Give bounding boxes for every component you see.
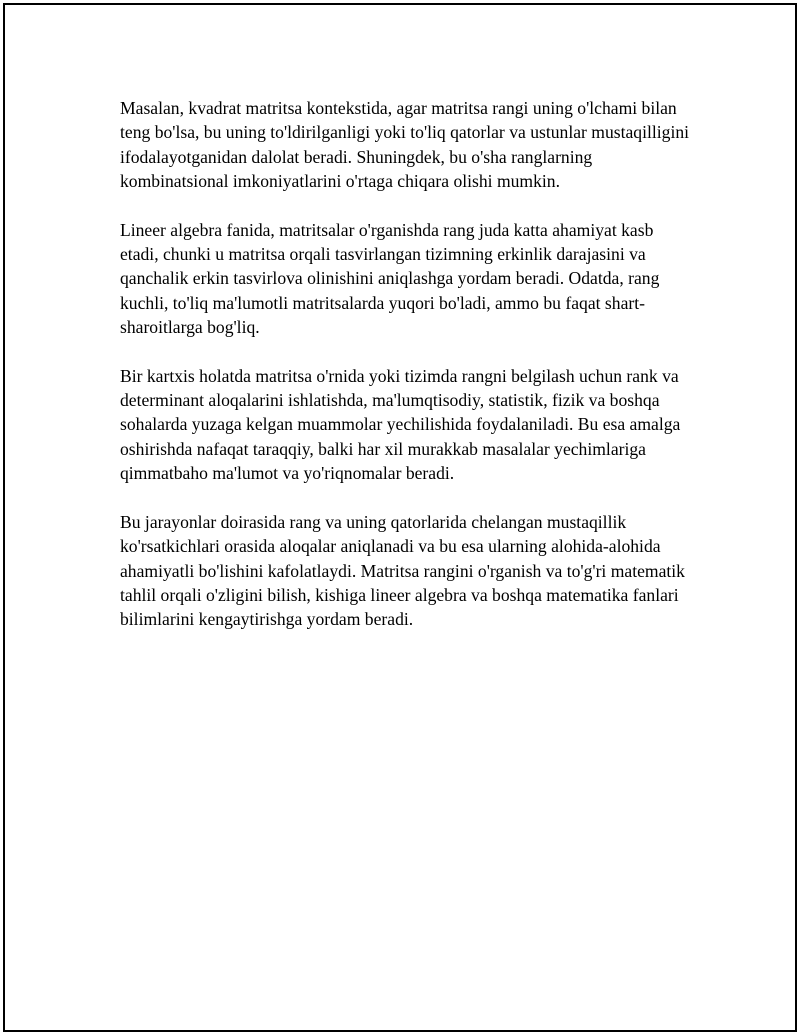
paragraph-3: Bir kartxis holatda matritsa o'rnida yoki tizimda rangni belgilash uchun rank va determinant aloqalarini ishlatishda, ma'lumqtisodiy, statistik, fizik va boshqa sohalarda yuzaga kelgan muammolar yechilishida foydalaniladi. Bu esa amalga oshirishda nafaqat taraqqiy, balki har xil murakkab masalalar yechimlariga qimmatbaho ma'lumot va yo'riqnomalar beradi. — [120, 365, 681, 484]
document-page — [3, 3, 797, 1032]
paragraph-2: Lineer algebra fanida, matritsalar o'rganishda rang juda katta ahamiyat kasb etadi, chunki u matritsa orqali tasvirlangan tizimning erkinlik darajasini va qanchalik erkin tasvirlova olinishini aniqlashga yordam beradi. Odatda, rang kuchli, to'liq ma'lumotli matritsalarda yuqori bo'ladi, ammo bu faqat shart-sharoitlarga bog'liq. — [120, 219, 660, 338]
document-body — [120, 96, 690, 632]
paragraph-1: Masalan, kvadrat matritsa kontekstida, agar matritsa rangi uning o'lchami bilan teng bo'lsa, bu uning to'ldirilganligi yoki to'liq qatorlar va ustunlar mustaqilligini ifodalayotganidan dalolat beradi. Shuningdek, bu o'sha ranglarning kombinatsional imkoniyatlarini o'rtaga chiqara olishi mumkin. — [120, 98, 690, 192]
paragraph-4: Bu jarayonlar doirasida rang va uning qatorlarida chelangan mustaqillik ko'rsatkichlari orasida aloqalar aniqlanadi va bu esa ularning alohida-alohida ahamiyatli bo'lishini kafolatlaydi. Matritsa rangini o'rganish va to'g'ri matematik tahlil orqali o'zligini bilish, kishiga lineer algebra va boshqa matematika fanlari bilimlarini kengaytirishga yordam beradi. — [120, 511, 685, 630]
